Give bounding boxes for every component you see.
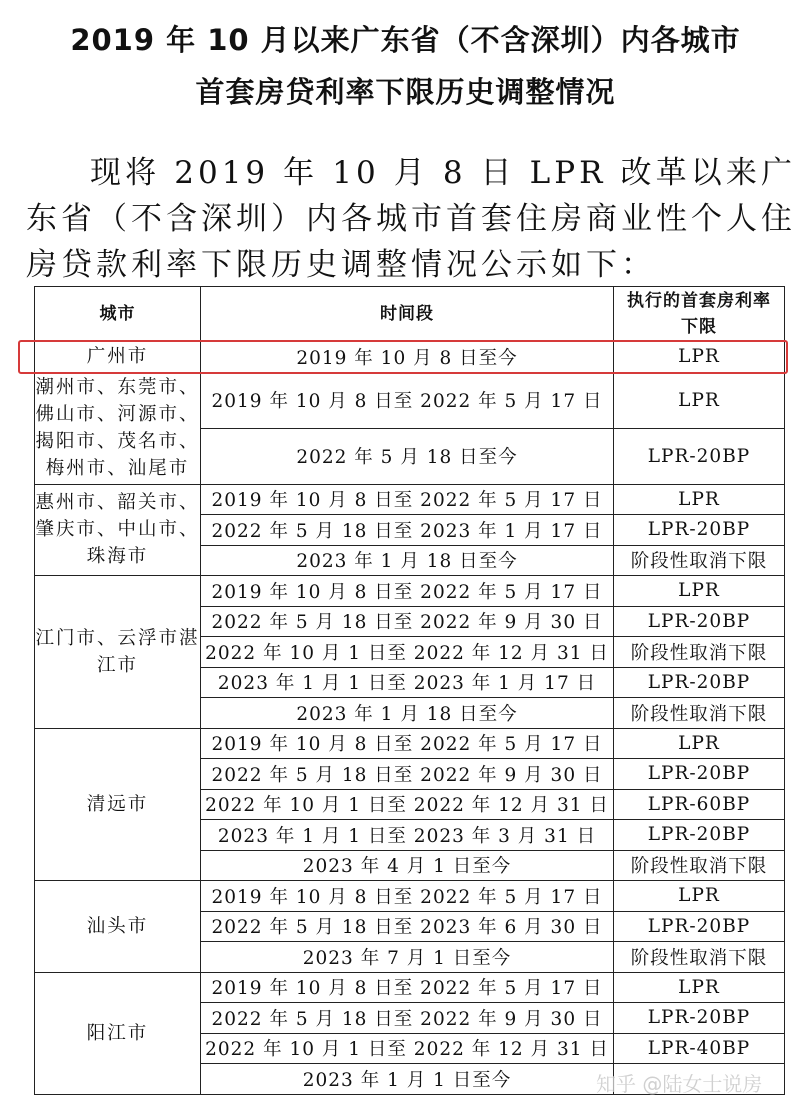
period-cell: 2019 年 10 月 8 日至 2022 年 5 月 17 日 [201,372,614,428]
rate-cell: LPR [614,576,785,607]
rate-cell: 阶段性取消下限 [614,942,785,973]
rate-cell: LPR [614,484,785,515]
table-body [35,342,785,1095]
city-cell: 汕头市 [35,881,201,973]
table-row [35,484,785,515]
rate-cell: LPR [614,342,785,373]
rate-cell: LPR-20BP [614,820,785,851]
period-cell: 2022 年 5 月 18 日至 2023 年 6 月 30 日 [201,911,614,942]
rate-cell: LPR [614,881,785,912]
rate-cell: LPR-40BP [614,1033,785,1064]
table-row [35,342,785,373]
city-cell: 潮州市、东莞市、佛山市、河源市、揭阳市、茂名市、梅州市、汕尾市 [35,372,201,484]
page-title-line2: 首套房贷利率下限历史调整情况 [195,75,616,109]
rate-table [34,286,785,1095]
city-cell: 阳江市 [35,972,201,1094]
intro-paragraph: 现将 2019 年 10 月 8 日 LPR 改革以来广东省（不含深圳）内各城市首套住房商业性个人住房贷款利率下限历史调整情况公示如下： [26,155,796,283]
rate-cell: LPR [614,728,785,759]
rate-cell: LPR-20BP [614,911,785,942]
period-cell: 2019 年 10 月 8 日至 2022 年 5 月 17 日 [201,576,614,607]
city-cell: 江门市、云浮市湛江市 [35,576,201,729]
period-cell: 2023 年 1 月 18 日至今 [201,545,614,576]
period-cell: 2019 年 10 月 8 日至 2022 年 5 月 17 日 [201,972,614,1003]
table-row [35,972,785,1003]
table-row [35,881,785,912]
table-header-row [35,287,785,342]
rate-cell: LPR-60BP [614,789,785,820]
period-cell: 2022 年 10 月 1 日至 2022 年 12 月 31 日 [201,637,614,668]
period-cell: 2022 年 10 月 1 日至 2022 年 12 月 31 日 [201,789,614,820]
table-row [35,372,785,428]
period-cell: 2023 年 1 月 1 日至今 [201,1064,614,1095]
city-cell: 清远市 [35,728,201,881]
rate-cell: LPR-20BP [614,667,785,698]
rate-cell: 阶段性取消下限 [614,637,785,668]
rate-cell: LPR-20BP [614,515,785,546]
period-cell: 2019 年 10 月 8 日至 2022 年 5 月 17 日 [201,484,614,515]
table-row [35,728,785,759]
period-cell: 2023 年 1 月 1 日至 2023 年 3 月 31 日 [201,820,614,851]
rate-cell: LPR-20BP [614,1003,785,1034]
period-cell: 2022 年 10 月 1 日至 2022 年 12 月 31 日 [201,1033,614,1064]
rate-cell: 阶段性取消下限 [614,850,785,881]
period-cell: 2023 年 7 月 1 日至今 [201,942,614,973]
period-cell: 2023 年 1 月 1 日至 2023 年 1 月 17 日 [201,667,614,698]
header-rate: 执行的首套房利率下限 [614,287,785,342]
period-cell: 2022 年 5 月 18 日至 2022 年 9 月 30 日 [201,1003,614,1034]
rate-cell: LPR-20BP [614,759,785,790]
period-cell: 2019 年 10 月 8 日至 2022 年 5 月 17 日 [201,881,614,912]
rate-cell: LPR-20BP [614,428,785,484]
period-cell: 2019 年 10 月 8 日至 2022 年 5 月 17 日 [201,728,614,759]
period-cell: 2022 年 5 月 18 日至 2023 年 1 月 17 日 [201,515,614,546]
city-cell: 惠州市、韶关市、肇庆市、中山市、珠海市 [35,484,201,576]
period-cell: 2023 年 1 月 18 日至今 [201,698,614,729]
city-cell: 广州市 [35,342,201,373]
rate-cell: LPR-20BP [614,606,785,637]
rate-cell: LPR [614,372,785,428]
table-row [35,576,785,607]
period-cell: 2022 年 5 月 18 日至今 [201,428,614,484]
header-city: 城市 [35,287,201,342]
period-cell: 2022 年 5 月 18 日至 2022 年 9 月 30 日 [201,606,614,637]
page-title-line1: 2019 年 10 月以来广东省（不含深圳）内各城市 [70,23,741,57]
rate-cell: 阶段性取消下限 [614,698,785,729]
period-cell: 2023 年 4 月 1 日至今 [201,850,614,881]
rate-cell: 阶段性取消下限 [614,545,785,576]
period-cell: 2019 年 10 月 8 日至今 [201,342,614,373]
header-period: 时间段 [201,287,614,342]
rate-cell: LPR [614,972,785,1003]
watermark: 知乎 @陆女士说房 [596,1072,763,1096]
period-cell: 2022 年 5 月 18 日至 2022 年 9 月 30 日 [201,759,614,790]
